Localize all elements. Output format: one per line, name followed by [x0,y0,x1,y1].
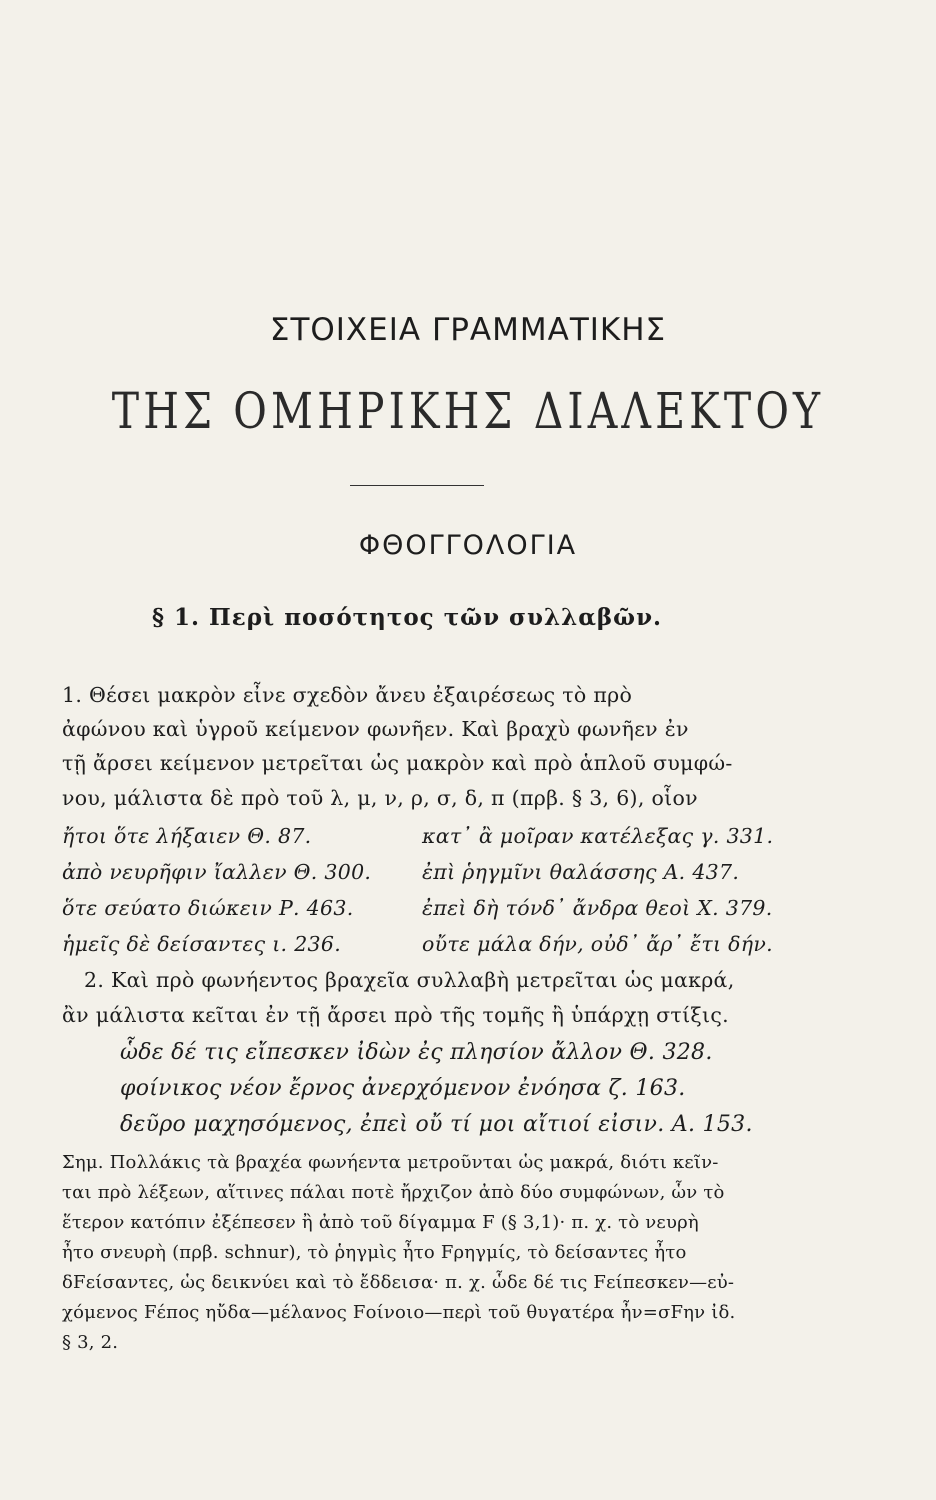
body-line: νου, μάλιστα δὲ πρὸ τοῦ λ, μ, ν, ρ, σ, δ, π (πρβ. § 3, 6), οἷον [62,786,698,810]
verse-quote: φοίνικος νέον ἔρνος ἀνερχόμενον ἐνόησα ζ. 163. [120,1076,686,1101]
example-row [62,932,802,956]
body-line: ἀφώνου καὶ ὑγροῦ κείμενον φωνῆεν. Καὶ βραχὺ φωνῆεν ἐν [62,717,689,741]
body-line: 1. Θέσει μακρὸν εἶνε σχεδὸν ἄνευ ἐξαιρέσεως τὸ πρὸ [62,683,633,707]
note-line: ἦτο σνευρὴ (πρβ. schnur), τὸ ῥηγμὶς ἦτο Fρηγμίς, τὸ δείσαντες ἦτο [62,1242,687,1263]
note-line: § 3, 2. [62,1332,119,1353]
example-row [62,860,802,884]
divider-rule [350,485,484,486]
book-title: ΣΤΟΙΧΕΙΑ ΓΡΑΜΜΑΤΙΚΗΣ [269,312,667,348]
example-right: ἐπεὶ δὴ τόνδ᾽ ἄνδρα θεοὶ Χ. 379. [422,896,773,920]
example-left: ὅτε σεύατο διώκειν Ρ. 463. [62,896,354,920]
example-left: ἡμεῖς δὲ δείσαντες ι. 236. [62,932,342,956]
verse-quote: ὧδε δέ τις εἴπεσκεν ἰδὼν ἐς πλησίον ἄλλον Θ. 328. [120,1040,713,1065]
example-left: ἀπὸ νευρῆφιν ἴαλλεν Θ. 300. [62,860,372,884]
example-row [62,896,802,920]
note-line: ἕτερον κατόπιν ἐξέπεσεν ἢ ἀπὸ τοῦ δίγαμμα F (§ 3,1)· π. χ. τὸ νευρὴ [62,1212,699,1233]
note-line: Σημ. Πολλάκις τὰ βραχέα φωνήεντα μετροῦνται ὡς μακρά, διότι κεῖν- [62,1152,719,1173]
note-line: ται πρὸ λέξεων, αἵτινες πάλαι ποτὲ ἤρχιζον ἀπὸ δύο συμφώνων, ὧν τὸ [62,1182,725,1203]
example-right: κατ᾽ ἂ μοῖραν κατέλεξας γ. 331. [422,824,774,848]
chapter-heading: ΦΘΟΓΓΟΛΟΓΙΑ [358,530,578,561]
example-row [62,824,802,848]
book-subtitle: ΤΗΣ ΟΜΗΡΙΚΗΣ ΔΙΑΛΕΚΤΟΥ [111,382,825,440]
example-left: ἤτοι ὅτε λήξαιεν Θ. 87. [62,824,312,848]
section-heading: § 1. Περὶ ποσότητος τῶν συλλαβῶν. [152,604,663,631]
verse-quote: δεῦρο μαχησόμενος, ἐπεὶ οὔ τί μοι αἴτιοί εἰσιν. Α. 153. [120,1112,753,1137]
note-line: χόμενος Fέπος ηὔδα—μέλανος Fοίνοιο—περὶ τοῦ θυγατέρα ἦν=σFην ἰδ. [62,1302,736,1323]
para2-line: ἂν μάλιστα κεῖται ἐν τῇ ἄρσει πρὸ τῆς τομῆς ἢ ὑπάρχῃ στίξις. [62,1003,729,1027]
example-right: οὔτε μάλα δήν, οὐδ᾽ ἄρ᾽ ἔτι δήν. [422,932,773,956]
para2-line: 2. Καὶ πρὸ φωνήεντος βραχεῖα συλλαβὴ μετρεῖται ὡς μακρά, [84,968,735,992]
example-right: ἐπὶ ῥηγμῖνι θαλάσσης Α. 437. [422,860,740,884]
note-line: δFείσαντες, ὡς δεικνύει καὶ τὸ ἔδδεισα· π. χ. ὧδε δέ τις Fείπεσκεν—εὐ- [62,1272,735,1293]
body-line: τῇ ἄρσει κείμενον μετρεῖται ὡς μακρὸν καὶ πρὸ ἁπλοῦ συμφώ- [62,751,733,775]
